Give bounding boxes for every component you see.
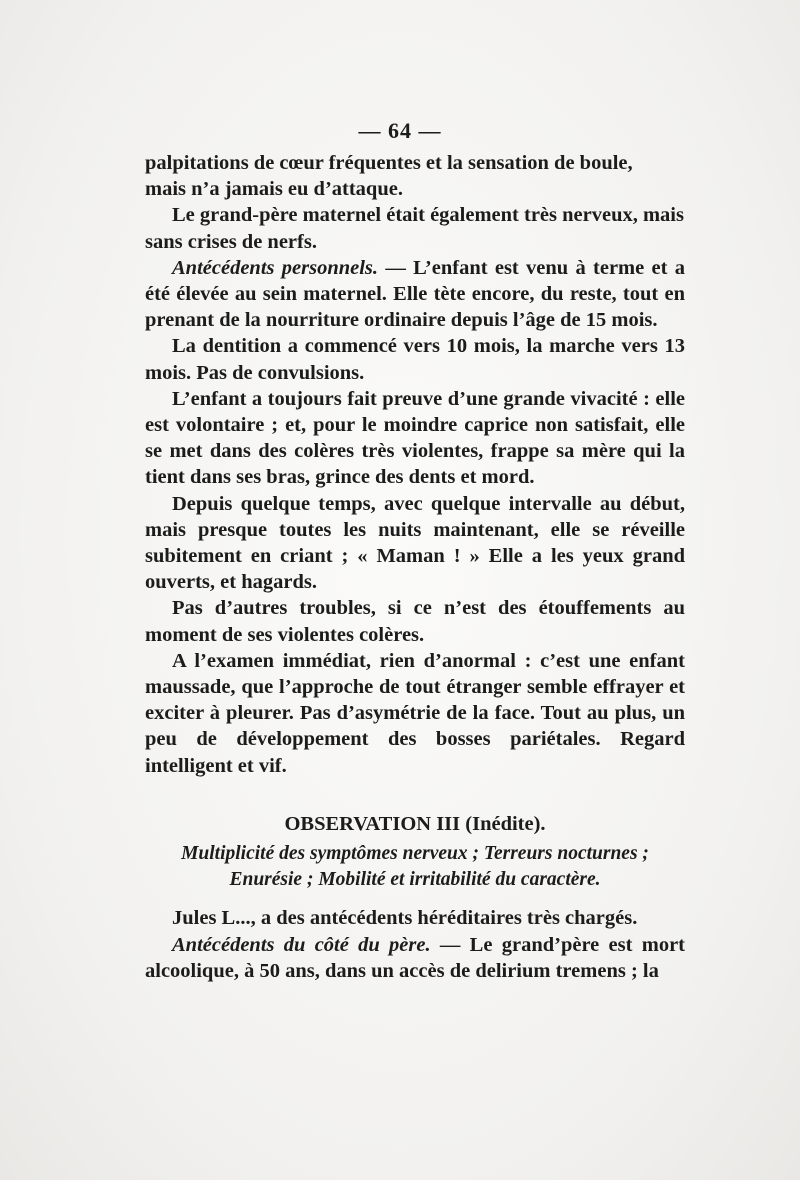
paragraph-examen: A l’examen immédiat, rien d’anormal : c’est une enfant maussade, que l’approche de tout étranger semble effrayer et exciter à pleurer. Pas d’asymétrie de la face. Tout au plus, un peu de développement des bosses pariétales. Regard intelligent et vif. — [145, 649, 685, 777]
text-line: palpitations de cœur fréquentes et la sensation de boule, — [145, 152, 633, 174]
observation-subtitle: Enurésie ; Mobilité et irritabilité du caractère. — [229, 869, 601, 891]
page-body — [145, 150, 685, 984]
text-line: Le grand-père maternel était également très nerveux, mais — [172, 204, 684, 227]
paragraph-troubles: Pas d’autres troubles, si ce n’est des étouffements au moment de ses violentes colères. — [145, 597, 685, 646]
paragraph-text: — L’enfant est venu à terme et a été élevée au sein maternel. Elle tète encore, du reste, tout en prenant de la nourriture ordinaire depuis l’âge de 15 mois. — [145, 256, 685, 332]
paragraph-nuits: Depuis quelque temps, avec quelque intervalle au début, mais presque toutes les nuits maintenant, elle se réveille subitement en criant ; « Maman ! » Elle a les yeux grand ouverts, et hagards. — [145, 492, 685, 594]
paragraph-jules: Jules L..., a des antécédents héréditaires très chargés. — [172, 907, 638, 930]
text-line: mais n’a jamais eu d’attaque. — [145, 178, 403, 201]
page-number: — 64 — — [358, 118, 442, 143]
paragraph-vivacite: L’enfant a toujours fait preuve d’une grande vivacité : elle est volontaire ; et, pour le moindre caprice non satisfait, elle se met dans des colères très violentes, frappe sa mère qui la tient dans ses bras, grince des dents et mord. — [145, 387, 685, 489]
paragraph-text: — Le grand’père est mort alcoolique, à 50 ans, dans un accès de delirium tremens ; la — [145, 933, 685, 982]
inline-label: Antécédents du côté du père. — [172, 933, 431, 956]
inline-label: Antécédents personnels. — [172, 256, 379, 279]
paragraph-dentition: La dentition a commencé vers 10 mois, la marche vers 13 mois. Pas de convulsions. — [145, 335, 685, 384]
paragraph-antecedents-pere — [145, 932, 685, 984]
paragraph-antecedents-personnels — [145, 255, 685, 334]
observation-subtitle: Multiplicité des symptômes nerveux ; Terreurs nocturnes ; — [181, 843, 649, 865]
observation-heading: OBSERVATION III (Inédite). — [284, 812, 546, 835]
text-line: sans crises de nerfs. — [145, 230, 317, 253]
